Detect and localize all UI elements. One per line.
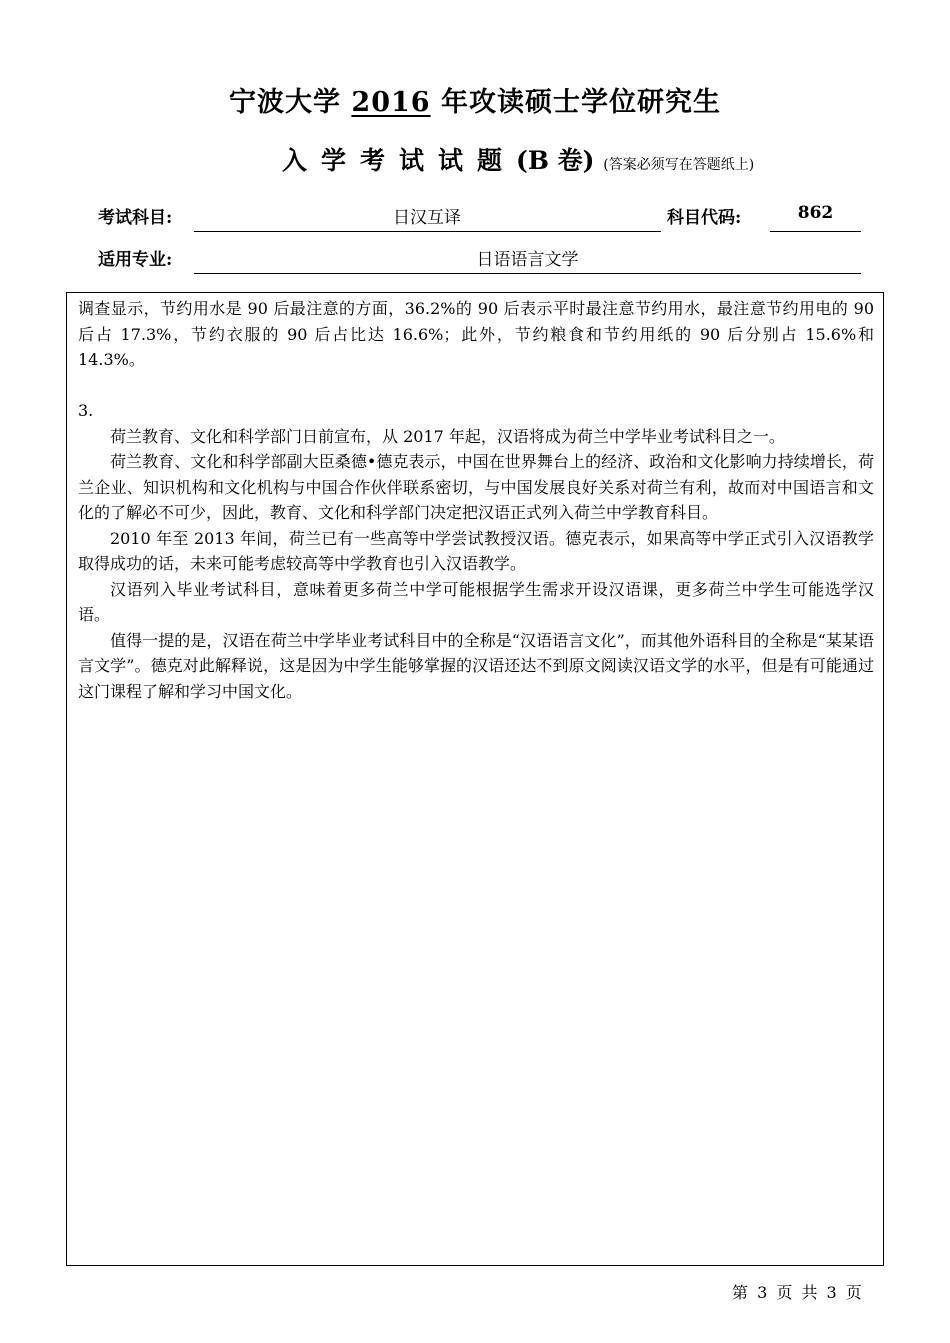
code-value: 862 (797, 203, 834, 223)
intro-paragraph: 调查显示，节约用水是 90 后最注意的方面，36.2%的 90 后表示平时最注意节约用水，最注意节约用电的 90 后占 17.3%，节约衣服的 90 后占比达 16.6%；此外，节约粮食和节约用纸的 90 后分别占 15.6%和 14.3%。 (78, 299, 874, 369)
major-value: 日语语言文学 (476, 250, 579, 270)
answer-note: (答案必须写在答题纸上) (603, 157, 755, 173)
q3-paragraph-2: 荷兰教育、文化和科学部副大臣桑德•德克表示，中国在世界舞台上的经济、政治和文化影响力持续增长，荷兰企业、知识机构和文化机构与中国合作伙伴联系密切，与中国发展良好关系对荷兰有利，故而对中国语言和文化的了解必不可少，因此，教育、文化和科学部门决定把汉语正式列入荷兰中学教育科目。 (78, 452, 874, 522)
question-content (78, 296, 874, 704)
blank-line (78, 373, 874, 399)
question-number: 3. (78, 401, 94, 420)
major-label: 适用专业: (98, 250, 173, 270)
subject-label: 考试科目: (98, 208, 173, 228)
page-number: 第 3 页 共 3 页 (732, 1283, 862, 1302)
exam-subtitle (282, 141, 754, 177)
subject-value: 日汉互译 (393, 208, 461, 228)
q3-paragraph-5: 值得一提的是，汉语在荷兰中学毕业考试科目中的全称是“汉语语言文化”，而其他外语科目的全称是“某某语言文学”。德克对此解释说，这是因为中学生能够掌握的汉语还达不到原文阅读汉语文学的水平，但是有可能通过这门课程了解和学习中国文化。 (78, 630, 874, 701)
title-prefix: 宁波大学 (229, 87, 352, 118)
subject-underline (194, 231, 661, 232)
paper-version: (B 卷) (516, 146, 595, 175)
q3-paragraph-4: 汉语列入毕业考试科目，意味着更多荷兰中学可能根据学生需求开设汉语课，更多荷兰中学生可能选学汉语。 (78, 579, 874, 624)
title-suffix: 年攻读硕士学位研究生 (430, 87, 721, 118)
code-label: 科目代码: (667, 208, 742, 228)
code-underline (770, 231, 861, 232)
subtitle-text: 入学考试试题 (282, 146, 517, 175)
major-underline (194, 273, 861, 274)
exam-title (0, 80, 950, 119)
q3-paragraph-3: 2010 年至 2013 年间，荷兰已有一些高等中学尝试教授汉语。德克表示，如果高等中学正式引入汉语教学取得成功的话，未来可能考虑较高等中学教育也引入汉语教学。 (78, 528, 874, 573)
title-year: 2016 (351, 87, 431, 118)
q3-paragraph-1: 荷兰教育、文化和科学部门日前宣布，从 2017 年起，汉语将成为荷兰中学毕业考试科目之一。 (110, 426, 785, 446)
